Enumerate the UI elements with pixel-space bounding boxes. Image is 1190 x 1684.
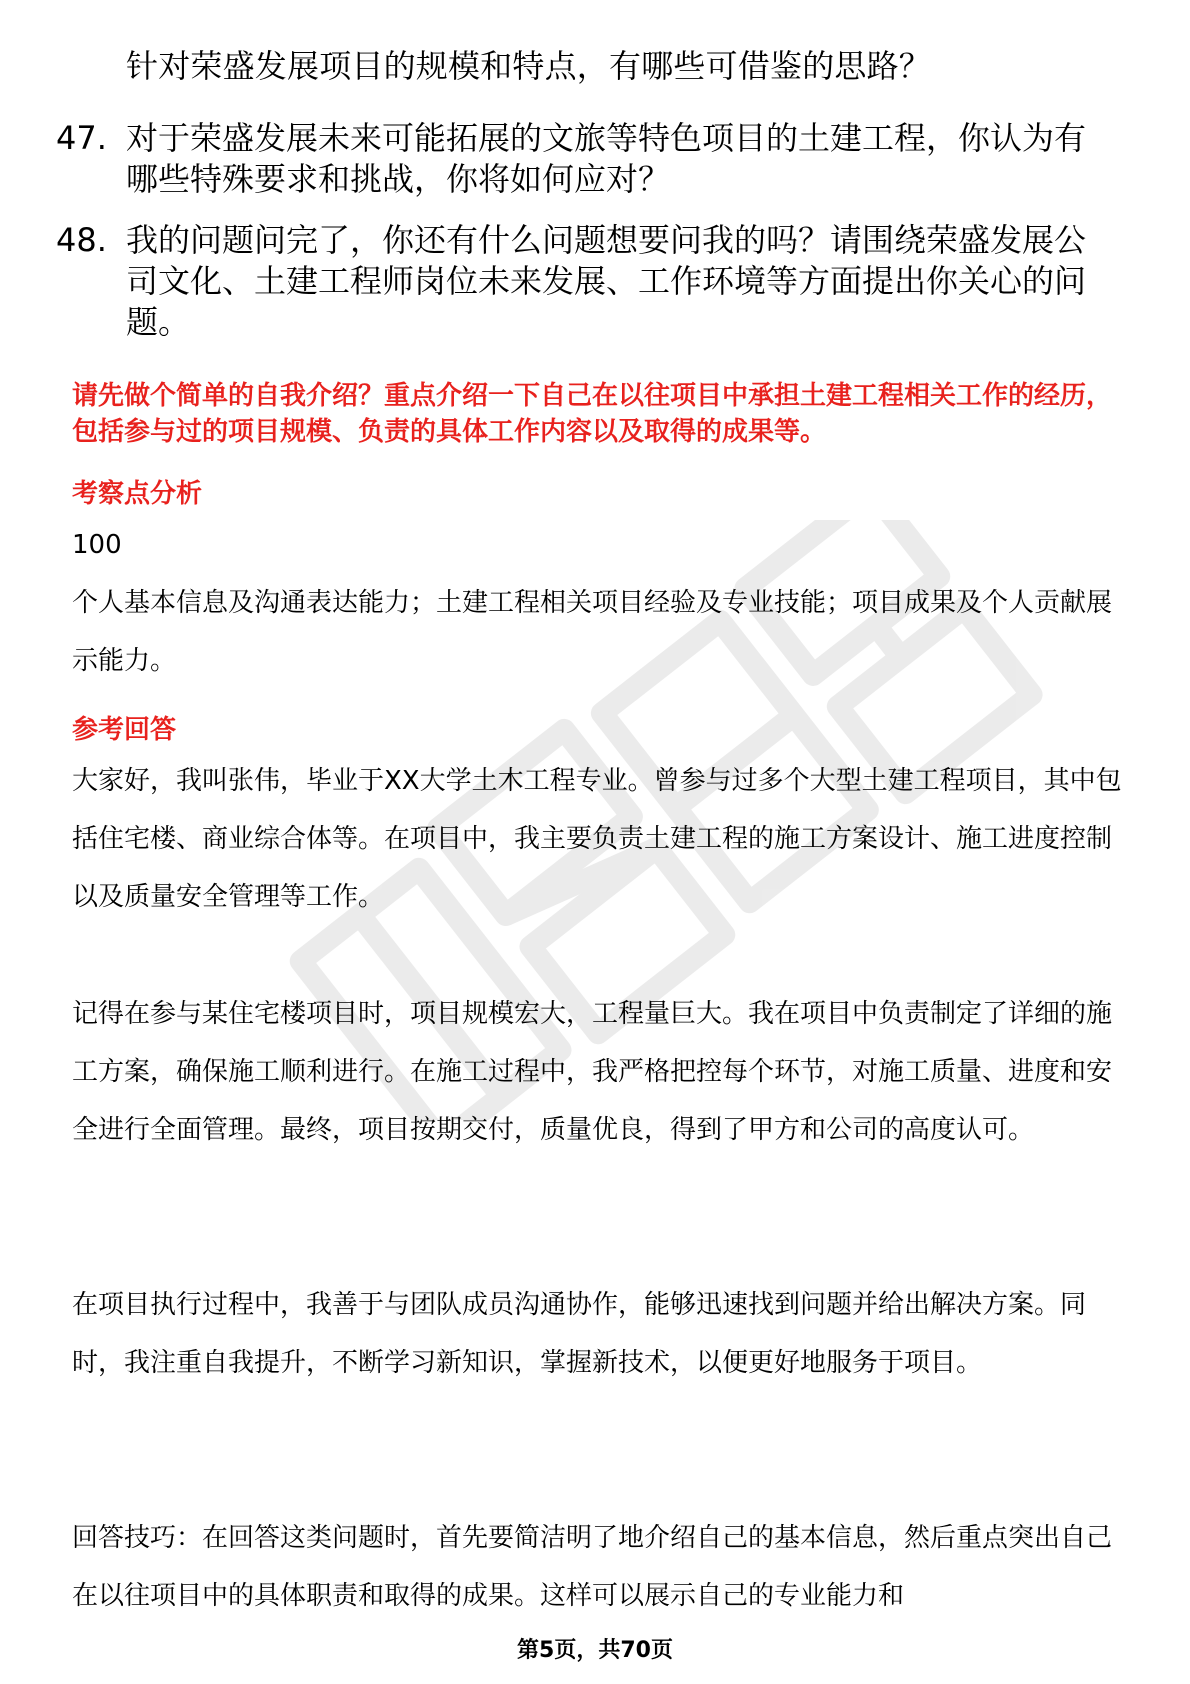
question-46-continuation: 针对荣盛发展项目的规模和特点，有哪些可借鉴的思路？ [126, 47, 932, 85]
score-value: 100 [72, 530, 122, 560]
question-48-text: 我的问题问完了，你还有什么问题想要问我的吗？请围绕荣盛发展公司文化、土建工程师岗位未来发展、工作环境等方面提出你关心的问题。 [126, 221, 1087, 341]
analysis-heading: 考察点分析 [72, 479, 203, 509]
answer-tip: 回答技巧：在回答这类问题时，首先要简洁明了地介绍自己的基本信息，然后重点突出自己在以往项目中的具体职责和取得的成果。这样可以展示自己的专业能力和 [72, 1523, 1113, 1611]
page-number-footer: 第5页，共70页 [517, 1638, 673, 1663]
answer-paragraph-2: 记得在参与某住宅楼项目时，项目规模宏大，工程量巨大。我在项目中负责制定了详细的施工方案，确保施工顺利进行。在施工过程中，我严格把控每个环节，对施工质量、进度和安全进行全面管理。最终，项目按期交付，质量优良，得到了甲方和公司的高度认可。 [72, 999, 1113, 1145]
interview-question: 请先做个简单的自我介绍？重点介绍一下自己在以往项目中承担土建工程相关工作的经历，包括参与过的项目规模、负责的具体工作内容以及取得的成果等。 [72, 381, 1113, 447]
question-47-text: 对于荣盛发展未来可能拓展的文旅等特色项目的土建工程，你认为有哪些特殊要求和挑战，你将如何应对？ [126, 119, 1087, 198]
question-47-number: 47. [56, 119, 107, 157]
answer-heading: 参考回答 [72, 715, 177, 745]
answer-paragraph-1: 大家好，我叫张伟，毕业于XX大学土木工程专业。曾参与过多个大型土建工程项目，其中包括住宅楼、商业综合体等。在项目中，我主要负责土建工程的施工方案设计、施工进度控制以及质量安全管理等工作。 [72, 766, 1122, 912]
answer-paragraph-3: 在项目执行过程中，我善于与团队成员沟通协作，能够迅速找到问题并给出解决方案。同时，我注重自我提升，不断学习新知识，掌握新技术，以便更好地服务于项目。 [72, 1290, 1087, 1378]
analysis-text: 个人基本信息及沟通表达能力；土建工程相关项目经验及专业技能；项目成果及个人贡献展示能力。 [72, 588, 1113, 676]
question-48-number: 48. [56, 221, 107, 259]
